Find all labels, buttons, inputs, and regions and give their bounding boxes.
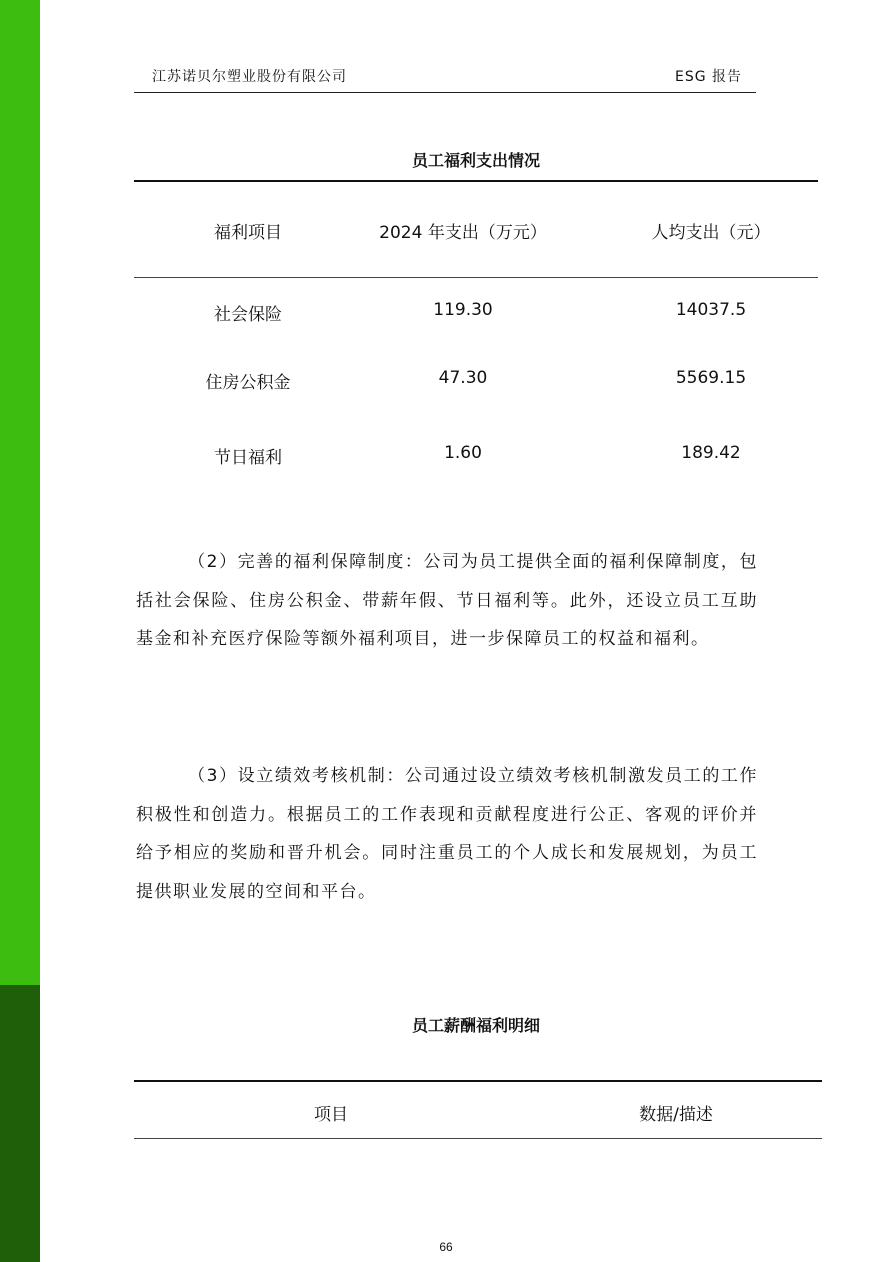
- table1-cell: 社会保险: [214, 305, 282, 325]
- table1-header-rule: [134, 277, 818, 278]
- header-company: 江苏诺贝尔塑业股份有限公司: [152, 69, 347, 85]
- table1-header-per-capita: 人均支出（元）: [651, 223, 771, 243]
- table1-top-rule: [134, 180, 818, 182]
- table1-header-item: 福利项目: [214, 223, 282, 243]
- table1-cell: 47.30: [438, 368, 488, 388]
- side-accent-bar-top: [0, 0, 40, 985]
- table1-cell: 住房公积金: [205, 373, 291, 393]
- table1-cell: 119.30: [433, 300, 493, 320]
- header-divider: [134, 92, 756, 93]
- paragraph-welfare-system: [136, 543, 758, 659]
- table2-header-item: 项目: [314, 1105, 348, 1125]
- paragraph-text: （2）完善的福利保障制度：公司为员工提供全面的福利保障制度，包括社会保险、住房公积金、带薪年假、节日福利等。此外，还设立员工互助基金和补充医疗保险等额外福利项目，进一步保障员工的权益和福利。: [136, 552, 758, 649]
- table2-top-rule: [134, 1080, 822, 1082]
- table1-title: 员工福利支出情况: [411, 151, 540, 170]
- table1-header-spend: 2024 年支出（万元）: [379, 223, 547, 243]
- header-report-label: ESG 报告: [674, 69, 742, 85]
- paragraph-text: （3）设立绩效考核机制：公司通过设立绩效考核机制激发员工的工作积极性和创造力。根据员工的工作表现和贡献程度进行公正、客观的评价并给予相应的奖励和晋升机会。同时注重员工的个人成长和发展规划，为员工提供职业发展的空间和平台。: [136, 766, 758, 902]
- table2-header-rule: [134, 1138, 822, 1139]
- table2-header-data: 数据/描述: [639, 1105, 713, 1125]
- table1-cell: 189.42: [681, 443, 741, 463]
- side-accent-bar-bottom: [0, 985, 40, 1262]
- paragraph-performance: [136, 757, 758, 911]
- page-number: 66: [439, 1240, 453, 1254]
- table1-cell: 1.60: [444, 443, 482, 463]
- table1-cell: 节日福利: [214, 448, 282, 468]
- table1-cell: 14037.5: [675, 300, 747, 320]
- table2-title: 员工薪酬福利明细: [411, 1016, 540, 1035]
- table1-cell: 5569.15: [675, 368, 747, 388]
